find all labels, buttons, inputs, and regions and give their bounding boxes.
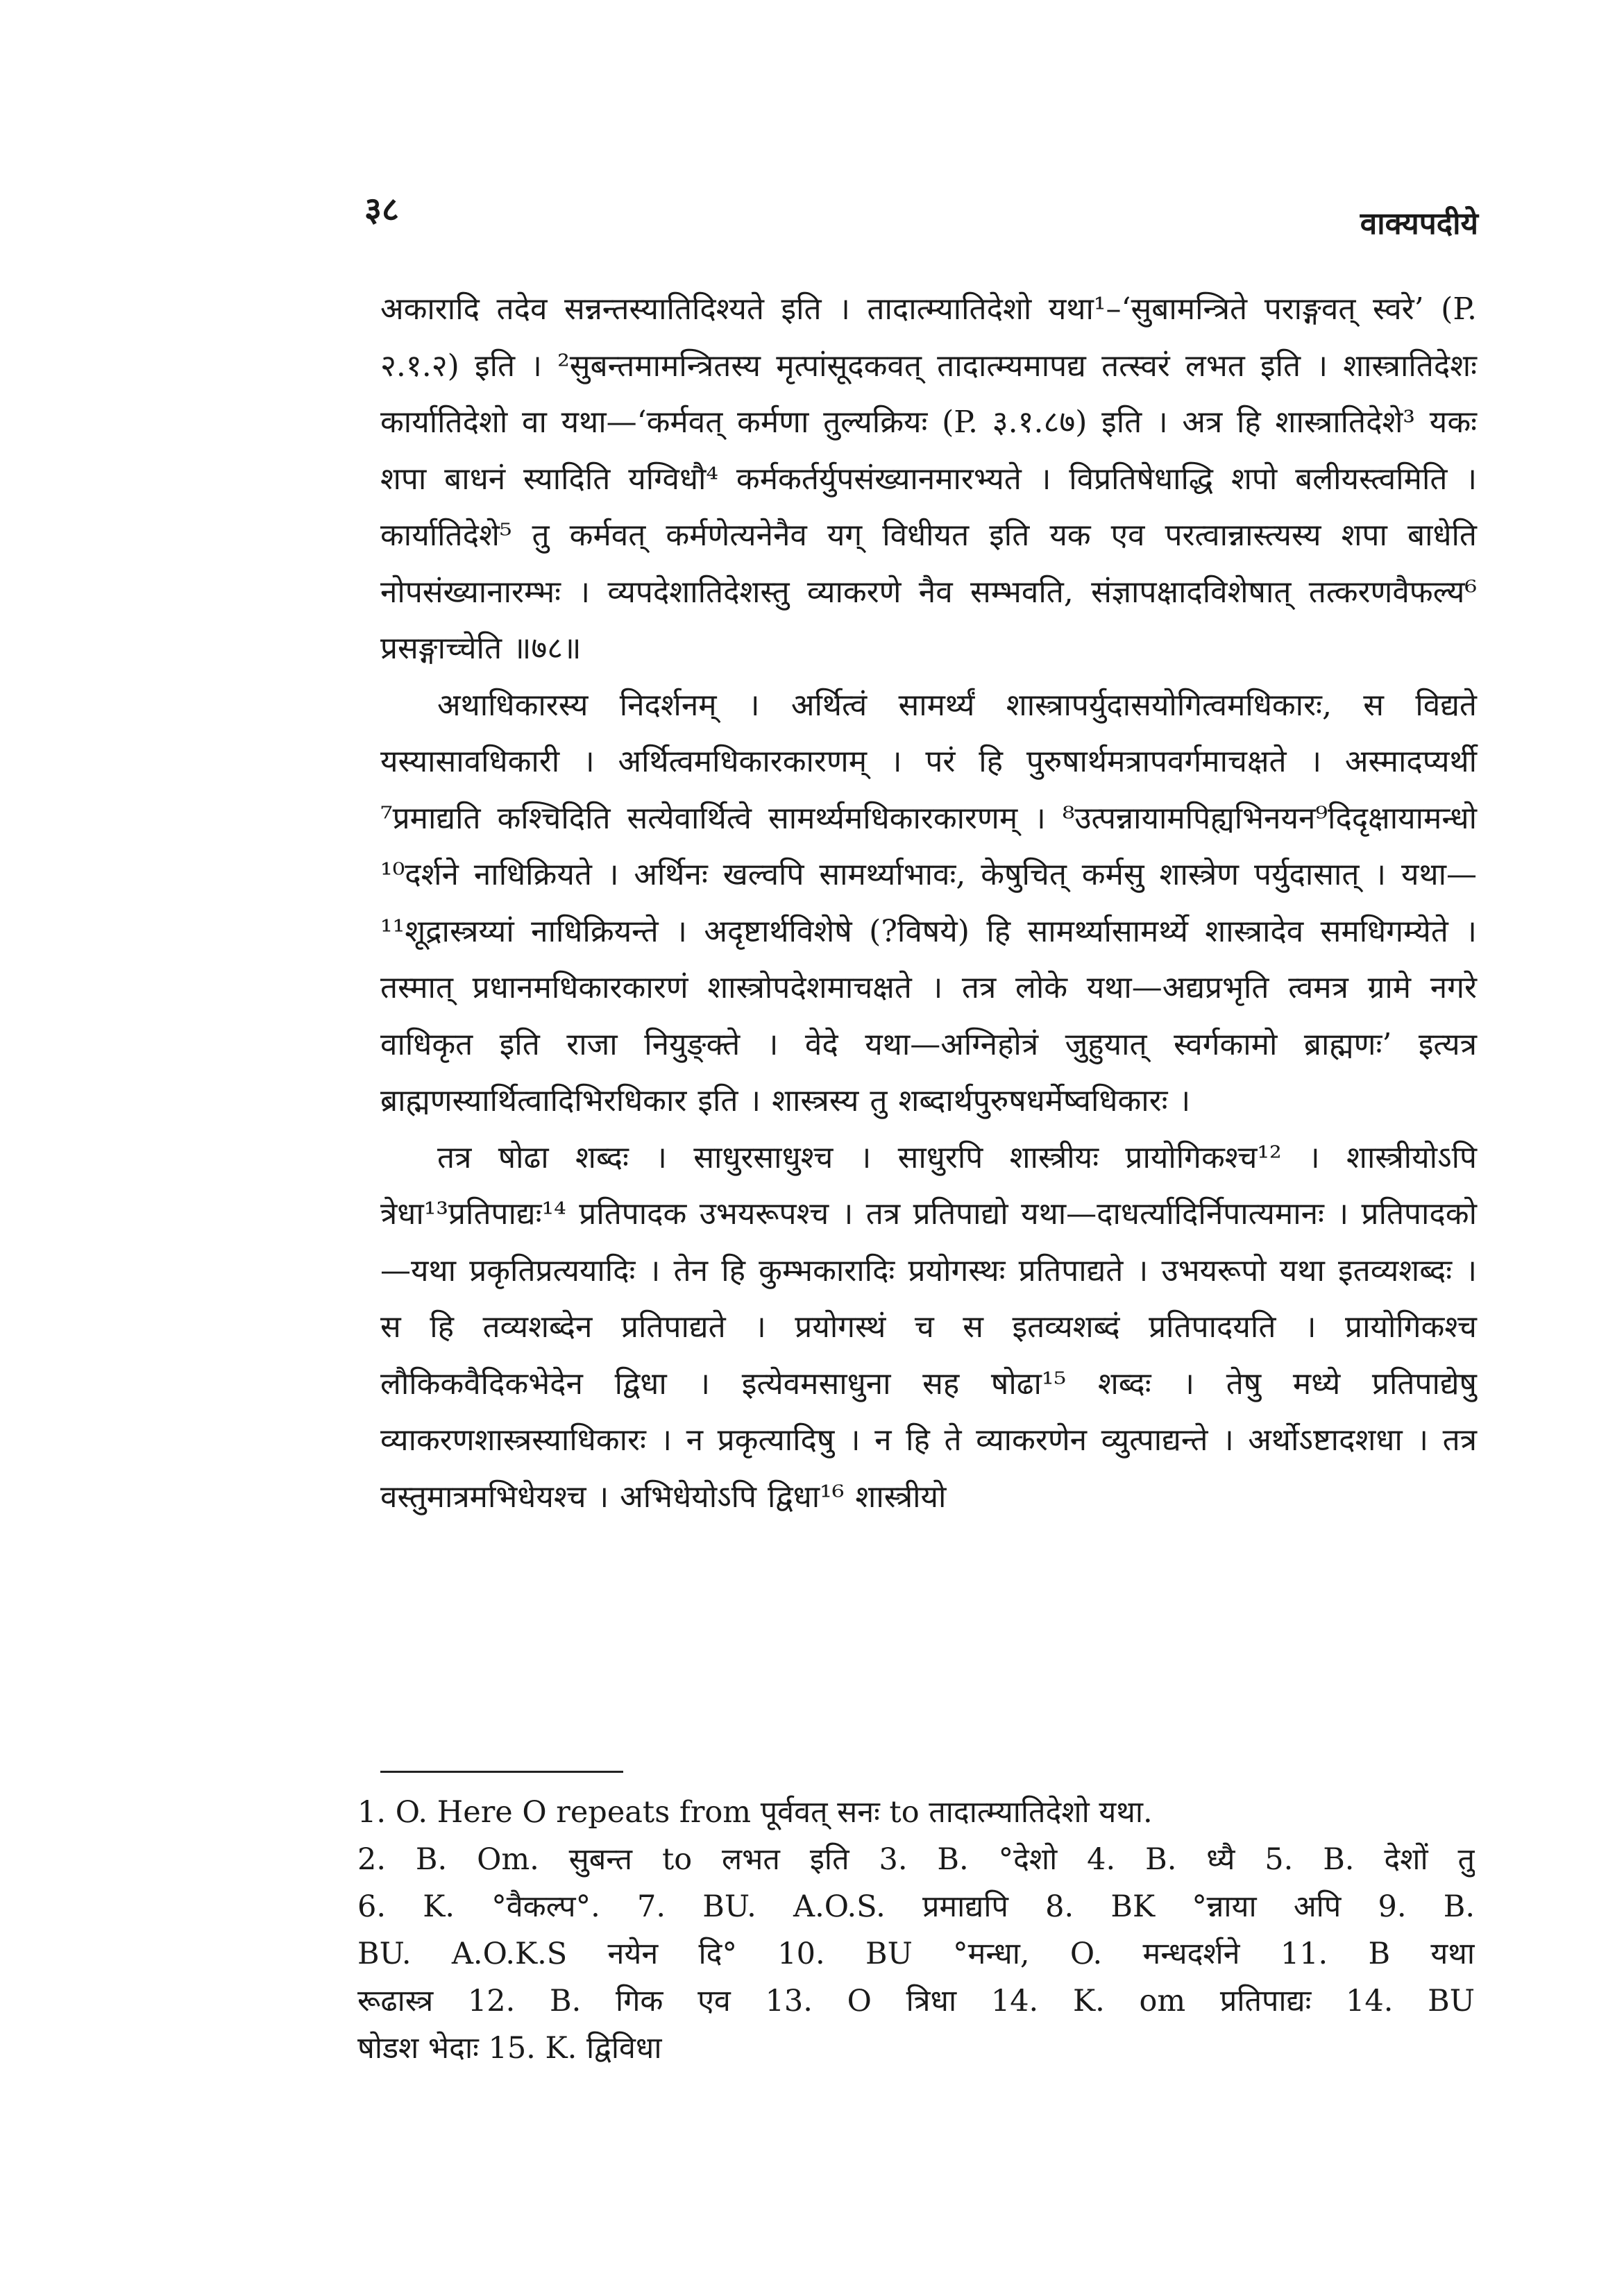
footnote-line-4: BU. A.O.K.S नयेन दि° 10. BU °मन्धा, O. मन्धदर्शने 11. B यथा [357, 1937, 1475, 1971]
running-head: वाक्यपदीये [1360, 206, 1478, 241]
footnote-line-1: 1. O. Here O repeats from पूर्ववत् सनः to तादात्म्यातिदेशो यथा. [357, 1795, 1153, 1830]
paragraph-1: अकारादि तदेव सन्नन्तस्यातिदिश्यते इति । तादात्म्यातिदेशो यथा¹–‘सुबामन्त्रिते पराङ्गवत् स्वरे’ (P. २.१.२) इति । ²सुबन्तमामन्त्रितस्य मृत्पांसूदकवत् तादात्म्यमापद्य तत्स्वरं लभत इति । शास्त्रातिदेशः कार्यातिदेशो वा यथा—‘कर्मवत् कर्मणा तुल्यक्रियः (P. ३.१.८७) इति । अत्र हि शास्त्रातिदेशे³ यकः शपा बाधनं स्यादिति यग्विधौ⁴ कर्मकर्तर्युपसंख्यानमारभ्यते । विप्रतिषेधाद्धि शपो बलीयस्त्वमिति । कार्यातिदेशे⁵ तु कर्मवत् कर्मणेत्यनेनैव यग् विधीयत इति यक एव परत्वान्नास्त्यस्य शपा बाधेति नोपसंख्यानारम्भः । व्यपदेशातिदेशस्तु व्याकरणे नैव सम्भवति, संज्ञापक्षादविशेषात् तत्करणवैफल्य⁶ प्रसङ्गाच्चेति ॥७८॥ [380, 291, 1477, 666]
paragraph-2: अथाधिकारस्य निदर्शनम् । अर्थित्वं सामर्थ्यं शास्त्रापर्युदासयोगित्वमधिकारः, स विद्यते यस्यासावधिकारी । अर्थित्वमधिकारकारणम् । परं हि पुरुषार्थमत्रापवर्गमाचक्षते । अस्मादप्यर्थी ⁷प्रमाद्यति कश्चिदिति सत्येवार्थित्वे सामर्थ्यमधिकारकारणम् । ⁸उत्पन्नायामपिह्यभिनयन⁹दिदृक्षायामन्धो ¹⁰दर्शने नाधिक्रियते । अर्थिनः खल्वपि सामर्थ्याभावः, केषुचित् कर्मसु शास्त्रेण पर्युदासात् । यथा—¹¹शूद्रास्त्रय्यां नाधिक्रियन्ते । अदृष्टार्थविशेषे (?विषये) हि सामर्थ्यासामर्थ्ये शास्त्रादेव समधिगम्येते । तस्मात् प्रधानमधिकारकारणं शास्त्रोपदेशमाचक्षते । तत्र लोके यथा—अद्यप्रभृति त्वमत्र ग्रामे नगरे वाधिकृत इति राजा नियुङ्क्ते । वेदे यथा—अग्निहोत्रं जुहुयात् स्वर्गकामो ब्राह्मणः’ इत्यत्र ब्राह्मणस्यार्थित्वादिभिरधिकार इति । शास्त्रस्य तु शब्दार्थपुरुषधर्मेष्वधिकारः । [380, 687, 1477, 1119]
footnote-divider [380, 1771, 623, 1773]
footnotes [357, 1789, 1475, 2072]
paragraph-3: तत्र षोढा शब्दः । साधुरसाधुश्च । साधुरपि शास्त्रीयः प्रायोगिकश्च¹² । शास्त्रीयोऽपि त्रेधा¹³प्रतिपाद्यः¹⁴ प्रतिपादक उभयरूपश्च । तत्र प्रतिपाद्यो यथा—दाधर्त्यादिर्निपात्यमानः । प्रतिपादको—यथा प्रकृतिप्रत्ययादिः । तेन हि कुम्भकारादिः प्रयोगस्थः प्रतिपाद्यते । उभयरूपो यथा इतव्यशब्दः । स हि तव्यशब्देन प्रतिपाद्यते । प्रयोगस्थं च स इतव्यशब्दं प्रतिपादयति । प्रायोगिकश्च लौकिकवैदिकभेदेन द्विधा । इत्येवमसाधुना सह षोढा¹⁵ शब्दः । तेषु मध्ये प्रतिपाद्येषु व्याकरणशास्त्रस्याधिकारः । न प्रकृत्यादिषु । न हि ते व्याकरणेन व्युत्पाद्यन्ते । अर्थोऽष्टादशधा । तत्र वस्तुमात्रमभिधेयश्च । अभिधेयोऽपि द्विधा¹⁶ शास्त्रीयो [380, 1139, 1477, 1515]
footnote-line-2: 2. B. Om. सुबन्त to लभत इति 3. B. °देशो 4. B. ध्यै 5. B. देशों तु [357, 1842, 1475, 1877]
page-number: ३८ [364, 190, 399, 229]
footnote-line-5: रूढास्त्र 12. B. गिक एव 13. O त्रिधा 14. K. om प्रतिपाद्यः 14. BU [357, 1984, 1475, 2018]
footnote-line-6: षोडश भेदाः 15. K. द्विविधा [357, 2031, 662, 2066]
main-text [380, 281, 1477, 1525]
footnote-line-3: 6. K. °वैकल्प°. 7. BU. A.O.S. प्रमाद्यपि 8. BK °न्नाया अपि 9. B. [357, 1889, 1475, 1924]
